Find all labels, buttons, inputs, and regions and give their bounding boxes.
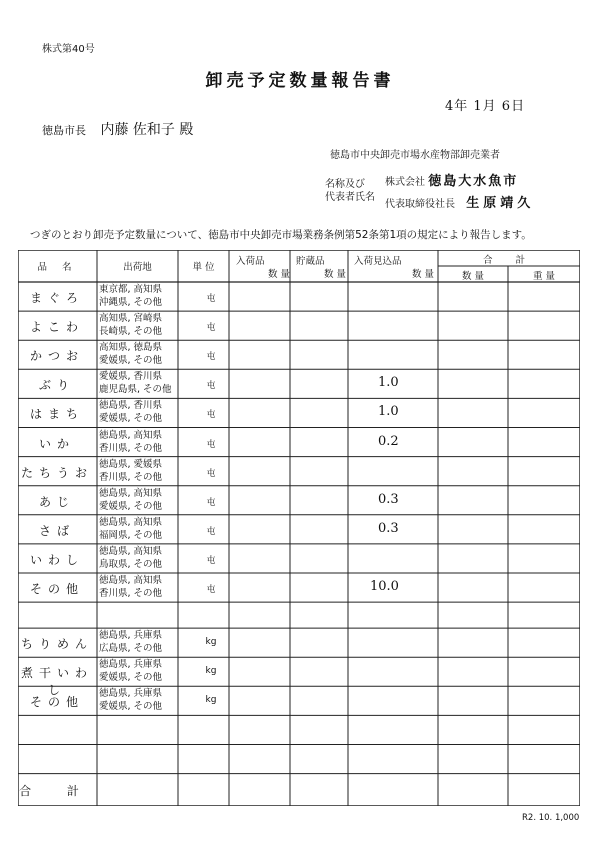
header-stored: 貯蔵品 bbox=[296, 256, 325, 267]
header-arrival-sub: 数 量 bbox=[267, 269, 290, 280]
table-row-origin-2: 広島県, その他 bbox=[99, 643, 163, 655]
table-row-unit: kg bbox=[205, 695, 217, 706]
table-row-origin-2: 愛媛県, その他 bbox=[99, 500, 163, 512]
header-total-count: 数 量 bbox=[461, 271, 485, 282]
form-number: 株式第40号 bbox=[42, 44, 95, 55]
table-row-origin-2: 鳥取県, その他 bbox=[99, 558, 163, 570]
table-row-origin-1: 徳島県, 兵庫県 bbox=[99, 688, 163, 700]
table-row-unit: 屯 bbox=[206, 439, 216, 450]
table-row-unit: 屯 bbox=[206, 555, 216, 566]
table-row-expected: 0.2 bbox=[378, 433, 399, 449]
rep-name: 生原靖久 bbox=[466, 196, 535, 211]
addressee bbox=[42, 119, 193, 139]
table-row-unit: 屯 bbox=[206, 410, 216, 421]
header-unit: 単 位 bbox=[192, 262, 215, 273]
table-row-origin-2: 愛媛県, その他 bbox=[99, 355, 163, 367]
rep-title: 代表取締役社長 bbox=[385, 199, 455, 210]
table-row-origin-1: 徳島県, 香川県 bbox=[99, 400, 163, 412]
table-row-origin-1: 徳島県, 兵庫県 bbox=[99, 659, 163, 671]
table-row-unit: kg bbox=[205, 637, 217, 648]
applicant-type: 徳島市中央卸売市場水産物部卸売業者 bbox=[330, 150, 500, 161]
header-stored-sub: 数 量 bbox=[323, 269, 346, 280]
table-row-origin-2: 愛媛県, その他 bbox=[99, 413, 163, 425]
table-row-origin-1: 高知県, 宮崎県 bbox=[99, 313, 163, 325]
table-row-expected: 0.3 bbox=[378, 491, 399, 507]
header-total: 合 計 bbox=[482, 255, 536, 266]
table-row-origin-2: 香川県, その他 bbox=[99, 588, 163, 599]
table-row-origin-2: 愛媛県, その他 bbox=[99, 672, 163, 684]
table-row-item: よこわ bbox=[29, 320, 84, 335]
company bbox=[385, 170, 518, 189]
table-row-origin-1: 高知県, 徳島県 bbox=[99, 342, 163, 354]
table-row-origin-2: 愛媛県, その他 bbox=[99, 701, 163, 713]
header-arrival: 入荷品 bbox=[236, 256, 265, 267]
table-row-unit: 屯 bbox=[206, 381, 216, 392]
table-row-origin-1: 徳島県, 高知県 bbox=[99, 516, 163, 528]
header-expected: 入荷見込品 bbox=[354, 256, 402, 267]
report-date: 4年 1月 6日 bbox=[445, 99, 526, 114]
table-row-item: たちうお bbox=[20, 465, 93, 480]
table-row-origin-1: 徳島県, 高知県 bbox=[99, 575, 163, 586]
table-row-item: かつお bbox=[29, 349, 84, 364]
table-row-item: あじ bbox=[38, 494, 75, 509]
table-row-origin-2: 香川県, その他 bbox=[99, 442, 163, 454]
table-row-expected: 1.0 bbox=[378, 404, 399, 420]
table-row-unit: 屯 bbox=[206, 323, 216, 334]
table-row-item: 煮干いわし bbox=[20, 666, 93, 698]
table-row-unit: 屯 bbox=[206, 585, 216, 595]
table-row-unit: 屯 bbox=[206, 468, 216, 479]
table-row-origin-1: 徳島県, 高知県 bbox=[99, 487, 163, 499]
table-row-origin-2: 長崎県, その他 bbox=[99, 326, 163, 338]
table-row-item: ちりめん bbox=[20, 637, 93, 652]
table-row-item: いわし bbox=[29, 552, 84, 567]
total-label: 合 計 bbox=[19, 783, 95, 798]
table-row-unit: 屯 bbox=[206, 294, 216, 304]
header-origin: 出荷地 bbox=[123, 262, 152, 273]
intro-text: つぎのとおり卸売予定数量について、徳島市中央卸売市場業務条例第52条第1項の規定により報告します。 bbox=[30, 229, 532, 241]
company-name: 徳島大水魚市 bbox=[428, 174, 519, 189]
table-row-item: その他 bbox=[29, 582, 84, 596]
addressee-position: 徳島市長 bbox=[42, 124, 86, 137]
name-label-line-1: 名称及び bbox=[325, 179, 365, 190]
table-row-origin-1: 徳島県, 愛媛県 bbox=[99, 458, 163, 470]
header-total-weight: 重 量 bbox=[532, 271, 556, 282]
table-row-item: はまち bbox=[29, 407, 84, 422]
table-row-unit: kg bbox=[205, 666, 217, 677]
table-row-unit: 屯 bbox=[206, 526, 216, 537]
header-item: 品 名 bbox=[37, 262, 78, 273]
table-row-origin-2: 香川県, その他 bbox=[99, 471, 163, 483]
table-row-unit: 屯 bbox=[206, 497, 216, 508]
table-row-item: その他 bbox=[29, 695, 84, 710]
table-row-origin-2: 鹿児島県, その他 bbox=[99, 384, 172, 396]
table-row-origin-1: 徳島県, 高知県 bbox=[99, 545, 163, 557]
table-row-item: ぶり bbox=[38, 378, 75, 393]
table-row-origin-1: 愛媛県, 香川県 bbox=[99, 371, 163, 383]
footer-code: R2. 10. 1,000 bbox=[522, 813, 580, 823]
table-row-item: いか bbox=[38, 436, 75, 451]
table-row-expected: 10.0 bbox=[370, 579, 399, 594]
document-title: 卸売予定数量報告書 bbox=[205, 71, 395, 91]
addressee-name: 内藤 佐和子 殿 bbox=[100, 122, 194, 138]
table-row-origin-1: 徳島県, 兵庫県 bbox=[99, 630, 163, 642]
name-label-line-2: 代表者氏名 bbox=[325, 192, 375, 203]
header-expected-sub: 数 量 bbox=[411, 269, 434, 280]
table-row-expected: 0.3 bbox=[378, 520, 399, 536]
representative bbox=[385, 192, 534, 211]
table-row-unit: 屯 bbox=[206, 352, 216, 363]
table-row-expected: 1.0 bbox=[378, 375, 399, 391]
table-row-item: さば bbox=[38, 523, 75, 538]
table-row-item: まぐろ bbox=[29, 291, 84, 305]
report-table bbox=[18, 250, 580, 806]
name-label bbox=[325, 178, 375, 204]
table-row-origin-1: 徳島県, 高知県 bbox=[99, 429, 163, 441]
table-row-origin-2: 沖縄県, その他 bbox=[99, 297, 163, 308]
table-row-origin-2: 福岡県, その他 bbox=[99, 529, 163, 541]
table-row-origin-1: 東京都, 高知県 bbox=[99, 284, 163, 295]
company-prefix: 株式会社 bbox=[385, 177, 425, 188]
